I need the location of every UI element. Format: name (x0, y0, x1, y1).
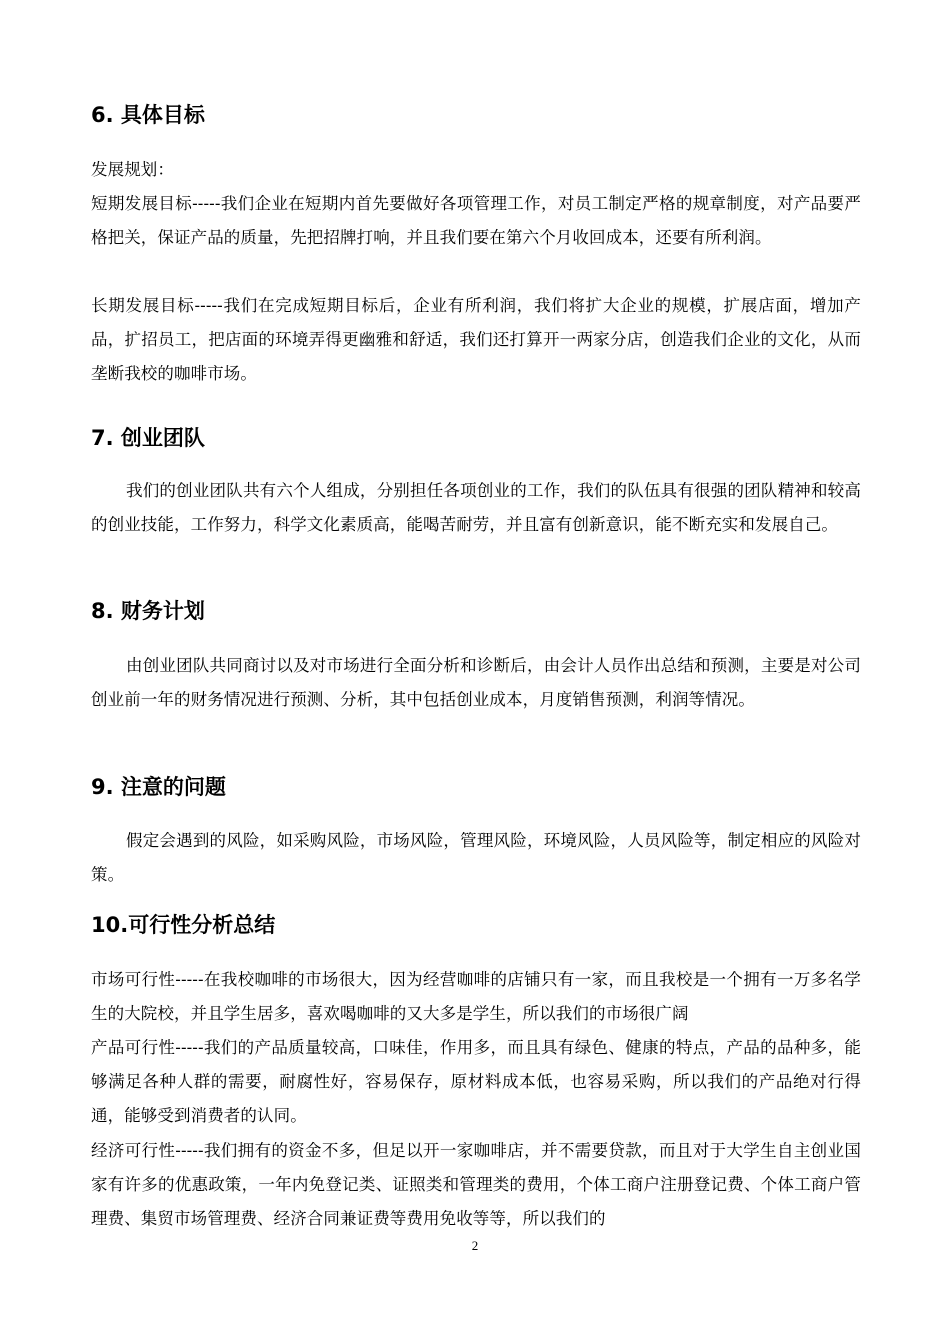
paragraph-finance: 由创业团队共同商讨以及对市场进行全面分析和诊断后，由会计人员作出总结和预测，主要是对公司创业前一年的财务情况进行预测、分析，其中包括创业成本，月度销售预测，利润等情况。 (91, 656, 861, 709)
paragraph-short-term: 短期发展目标-----我们企业在短期内首先要做好各项管理工作，对员工制定严格的规章制度，对产品要严格把关，保证产品的质量，先把招牌打响，并且我们要在第六个月收回成本，还要有所利润。 (91, 194, 861, 247)
section-heading-finance: 8. 财务计划 (91, 599, 205, 623)
section-heading-feasibility: 10.可行性分析总结 (91, 913, 276, 937)
section-heading-team: 7. 创业团队 (91, 426, 205, 450)
paragraph-product-feasibility: 产品可行性-----我们的产品质量较高，口味佳，作用多，而且具有绿色、健康的特点，产品的品种多，能够满足各种人群的需要，耐腐性好，容易保存，原材料成本低，也容易采购，所以我们的产品绝对行得通，能够受到消费者的认同。 (91, 1038, 861, 1125)
paragraph-market-feasibility: 市场可行性-----在我校咖啡的市场很大，因为经营咖啡的店铺只有一家，而且我校是一个拥有一万多名学生的大院校，并且学生居多，喜欢喝咖啡的又大多是学生，所以我们的市场很广阔 (91, 970, 861, 1023)
paragraph-team: 我们的创业团队共有六个人组成，分别担任各项创业的工作，我们的队伍具有很强的团队精神和较高的创业技能，工作努力，科学文化素质高，能喝苦耐劳，并且富有创新意识，能不断充实和发展自己。 (91, 481, 861, 534)
paragraph-long-term: 长期发展目标-----我们在完成短期目标后，企业有所利润，我们将扩大企业的规模，扩展店面，增加产品，扩招员工，把店面的环境弄得更幽雅和舒适，我们还打算开一两家分店，创造我们企业的文化，从而垄断我校的咖啡市场。 (91, 296, 861, 383)
paragraph-issues: 假定会遇到的风险，如采购风险，市场风险，管理风险，环境风险，人员风险等，制定相应的风险对策。 (91, 831, 861, 884)
paragraph-plan-label: 发展规划： (91, 160, 174, 179)
section-heading-issues: 9. 注意的问题 (91, 775, 226, 799)
page-number: 2 (471, 1238, 479, 1253)
paragraph-economic-feasibility: 经济可行性-----我们拥有的资金不多，但足以开一家咖啡店，并不需要贷款，而且对于大学生自主创业国家有许多的优惠政策，一年内免登记类、证照类和管理类的费用，个体工商户注册登记费、个体工商户管理费、集贸市场管理费、经济合同兼证费等费用免收等等，所以我们的 (91, 1141, 861, 1228)
section-heading-goals: 6. 具体目标 (91, 103, 205, 127)
